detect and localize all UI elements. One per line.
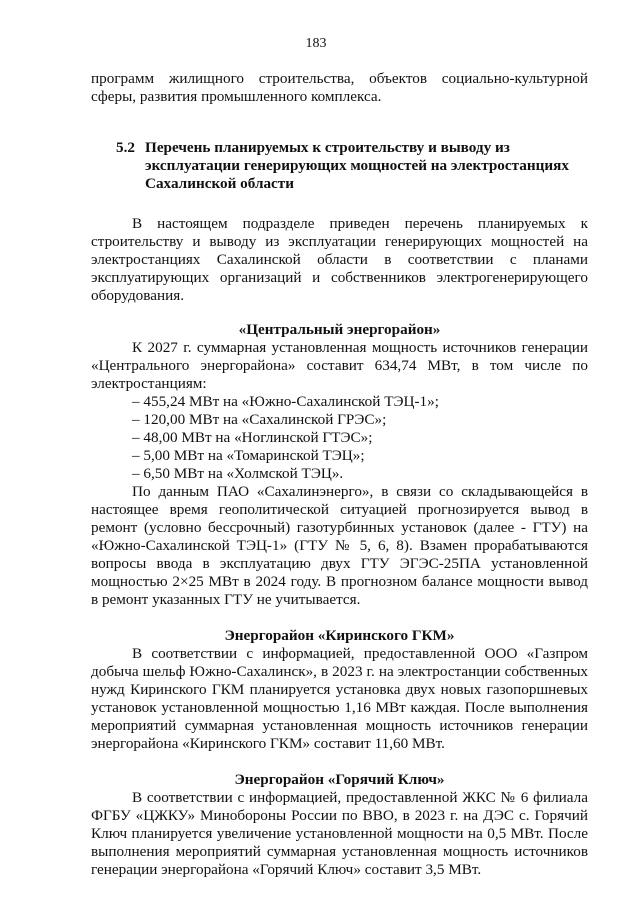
- section-heading: [91, 139, 588, 193]
- subheading-kirinsky: Энергорайон «Киринского ГКМ»: [224, 627, 455, 644]
- subheading-goryachiy: Энергорайон «Горячий Ключ»: [234, 771, 445, 788]
- list-item: – 455,24 МВт на «Южно-Сахалинской ТЭЦ-1»;: [132, 393, 439, 410]
- subheading-central: «Центральный энергорайон»: [238, 321, 441, 338]
- central-paragraph-1: К 2027 г. суммарная установленная мощность источников генерации «Центрального энергорайона» составит 634,74 МВт, в том числе по электростанциям:: [91, 339, 588, 392]
- list-item: – 6,50 МВт на «Холмской ТЭЦ».: [132, 465, 344, 482]
- central-station-list: [91, 393, 588, 483]
- list-item: – 48,00 МВт на «Ноглинской ГТЭС»;: [132, 429, 373, 446]
- list-item: – 120,00 МВт на «Сахалинской ГРЭС»;: [132, 411, 387, 428]
- section-number: 5.2: [116, 139, 135, 156]
- kirinsky-paragraph: В соответствии с информацией, предоставленной ООО «Газпром добыча шельф Южно-Сахалинск», в 2023 г. на электростанции собственных нужд Киринского ГКМ планируется установка двух новых газопоршневых установок установленной мощностью 1,16 МВт каждая. После выполнения мероприятий суммарная установленная мощность источников генерации энергорайона «Киринского ГКМ» составит 11,60 МВт.: [91, 645, 588, 752]
- central-paragraph-2: По данным ПАО «Сахалинэнерго», в связи со складывающейся в настоящее время геополитической ситуацией прогнозируется вывод в ремонт (условно бессрочный) газотурбинных установок (далее - ГТУ) на «Южно-Сахалинской ТЭЦ-1» (ГТУ № 5, 6, 8). Взамен прорабатываются вопросы ввода в эксплуатацию двух ГТУ ЭГЭС-25ПА установленной мощностью 2×25 МВт в 2024 году. В прогнозном балансе мощности вывод в ремонт указанных ГТУ не учитывается.: [91, 483, 588, 608]
- page-number: 183: [305, 36, 327, 51]
- goryachiy-paragraph: В соответствии с информацией, предоставленной ЖКС № 6 филиала ФГБУ «ЦЖКУ» Минобороны России по ВВО, в 2023 г. на ДЭС с. Горячий Ключ планируется увеличение установленной мощности на 0,5 МВт. После выполнения мероприятий суммарная установленная мощность источников генерации энергорайона «Горячий Ключ» составит 3,5 МВт.: [91, 789, 588, 878]
- page-content: [91, 70, 588, 879]
- section-title: Перечень планируемых к строительству и выводу из эксплуатации генерирующих мощностей на электростанциях Сахалинской области: [145, 139, 569, 192]
- intro-paragraph: программ жилищного строительства, объектов социально-культурной сферы, развития промышленного комплекса.: [91, 70, 588, 105]
- list-item: – 5,00 МВт на «Томаринской ТЭЦ»;: [132, 447, 365, 464]
- section-paragraph: В настоящем подразделе приведен перечень планируемых к строительству и выводу из эксплуатации генерирующих мощностей на электростанциях Сахалинской области в соответствии с планами эксплуатирующих организаций и собственников электрогенерирующего оборудования.: [91, 215, 588, 304]
